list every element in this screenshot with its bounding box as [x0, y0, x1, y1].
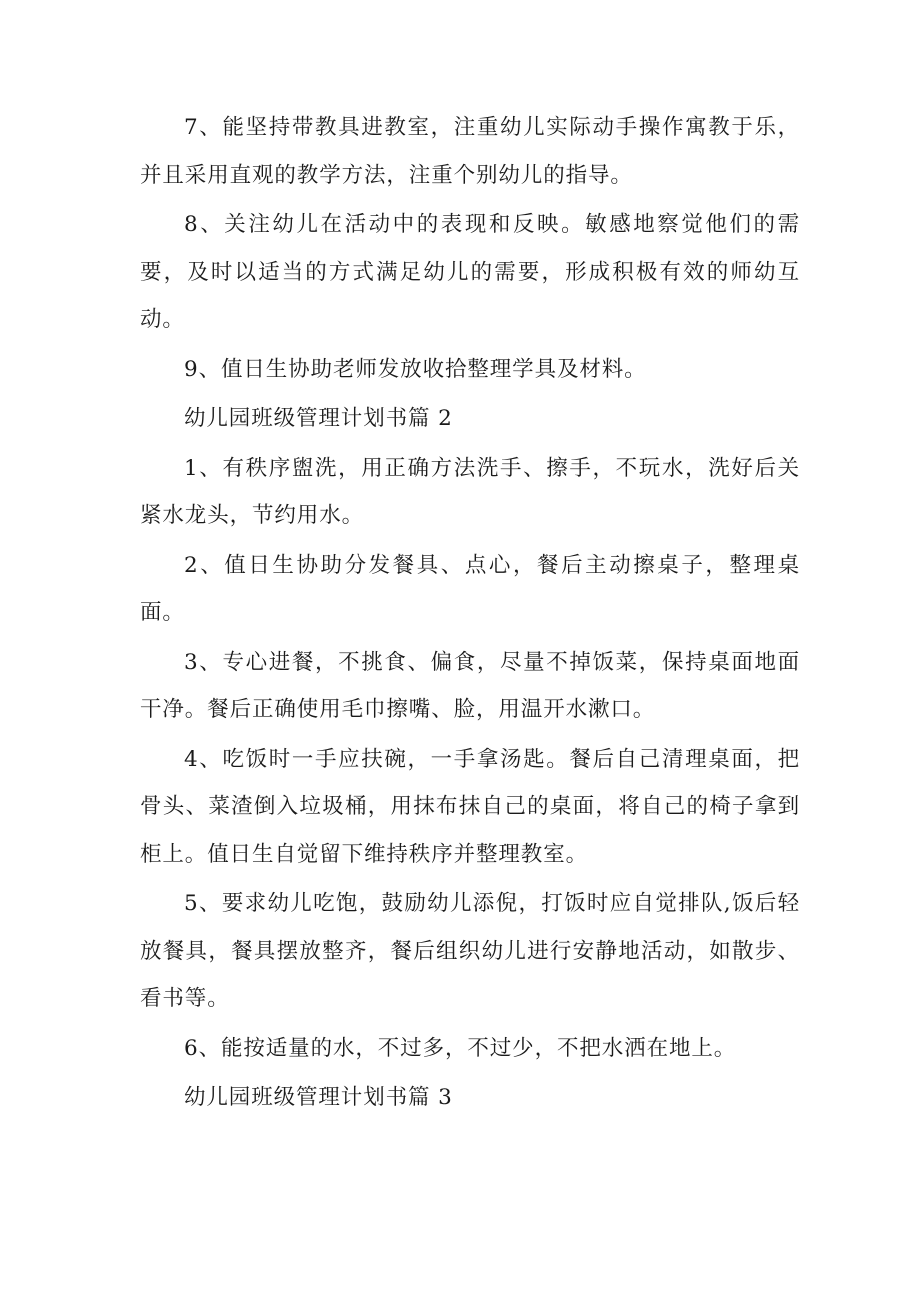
paragraph-item-1: 1、有秩序盥洗，用正确方法洗手、擦手，不玩水，洗好后关紧水龙头，节约用水。	[140, 455, 800, 528]
paragraph-item-9: 9、值日生协助老师发放收拾整理学具及材料。	[184, 356, 647, 382]
paragraph-item-3: 3、专心进餐，不挑食、偏食，尽量不掉饭菜，保持桌面地面干净。餐后正确使用毛巾擦嘴、脸，用温开水漱口。	[140, 649, 800, 722]
document-body	[140, 104, 800, 1124]
section-heading-2: 幼儿园班级管理计划书篇 2	[184, 406, 453, 431]
paragraph-item-8: 8、关注幼儿在活动中的表现和反映。敏感地察觉他们的需要，及时以适当的方式满足幼儿的需要，形成积极有效的师幼互动。	[140, 212, 800, 332]
paragraph-item-7: 7、能坚持带教具进教室，注重幼儿实际动手操作寓教于乐，并且采用直观的教学方法，注重个别幼儿的指导。	[140, 115, 800, 188]
paragraph-item-2: 2、值日生协助分发餐具、点心，餐后主动擦桌子，整理桌面。	[140, 552, 800, 625]
paragraph-item-6: 6、能按适量的水，不过多，不过少，不把水洒在地上。	[184, 1035, 737, 1061]
section-heading-3: 幼儿园班级管理计划书篇 3	[184, 1085, 453, 1110]
paragraph-item-5: 5、要求幼儿吃饱，鼓励幼儿添倪，打饭时应自觉排队,饭后轻放餐具，餐具摆放整齐，餐后组织幼儿进行安静地活动，如散步、看书等。	[140, 891, 800, 1011]
paragraph-item-4: 4、吃饭时一手应扶碗，一手拿汤匙。餐后自己清理桌面，把骨头、菜渣倒入垃圾桶，用抹布抹自己的桌面，将自己的椅子拿到柜上。值日生自觉留下维持秩序并整理教室。	[140, 746, 800, 867]
